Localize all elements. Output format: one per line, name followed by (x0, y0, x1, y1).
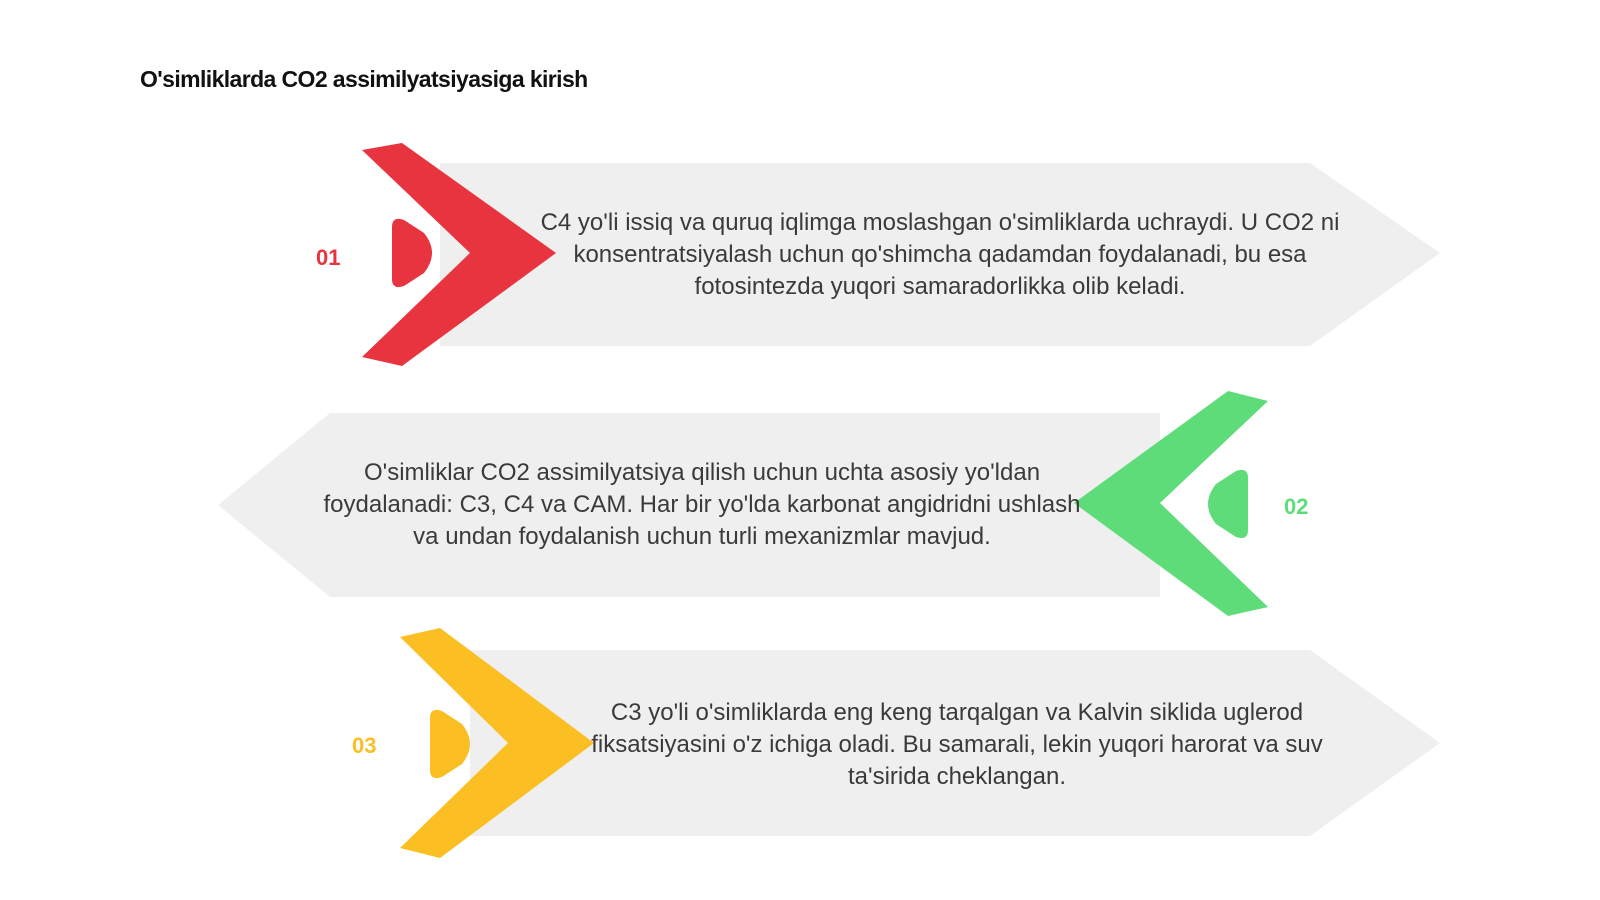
step-3-text: C3 yo'li o'simliklarda eng keng tarqalgan va Kalvin siklida uglerod fiksatsiyasini o'z ichiga oladi. Bu samarali, lekin yuqori harorat va suv ta'sirida cheklangan. (591, 699, 1323, 790)
step-3-number: 03 (352, 733, 377, 758)
step-1-text: C4 yo'li issiq va quruq iqlimga moslashgan o'simliklarda uchraydi. U CO2 ni konsentratsiyalash uchun qo'shimcha qadamdan foydalanadi, bu esa fotosintezda yuqori samaradorlikka olib keladi. (540, 209, 1340, 300)
step-2-text: O'simliklar CO2 assimilyatsiya qilish uchun uchta asosiy yo'ldan foydalanadi: C3, C4 va CAM. Har bir yo'lda karbonat angidridni ushlash va undan foydalanish uchun turli mexanizmlar mavjud. (323, 459, 1081, 550)
step-1-number: 01 (316, 245, 341, 270)
step-2-number: 02 (1284, 494, 1309, 519)
slide-title: O'simliklarda CO2 assimilyatsiyasiga kirish (140, 66, 588, 92)
